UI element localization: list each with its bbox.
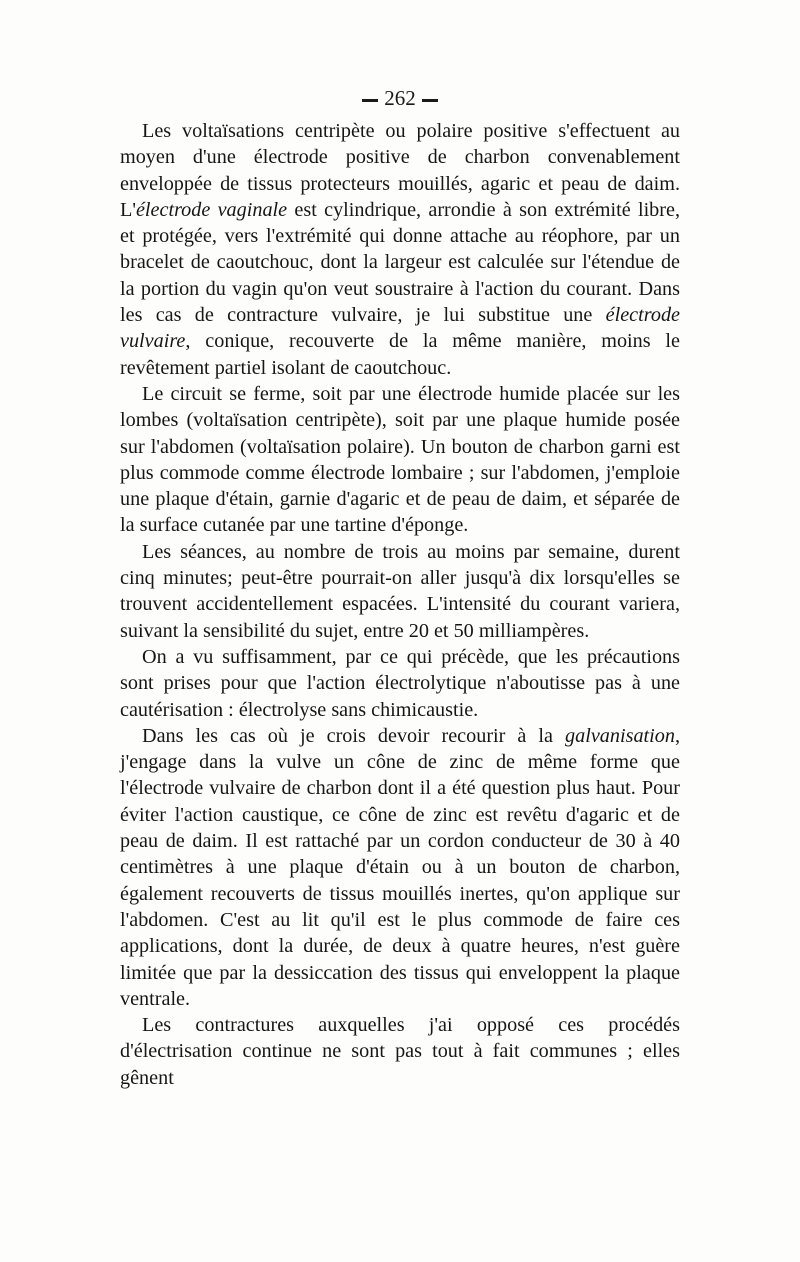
paragraph-2: Le circuit se ferme, soit par une électrode humide placée sur les lombes (voltaïsation centripète), soit par une plaque humide posée sur l'abdomen (voltaïsation polaire). Un bouton de charbon garni est plus commode comme électrode lombaire ; sur l'abdomen, j'emploie une plaque d'étain, garnie d'agaric et de peau de daim, et séparée de la surface cutanée par une tartine d'éponge. [120, 382, 680, 537]
term-galvanisation: galvanisation [565, 724, 675, 747]
term-electrode-vulvaire: électrode vulvaire [120, 304, 680, 353]
paragraph-6: Les contractures auxquelles j'ai opposé ces procédés d'électrisation continue ne sont pas tout à fait communes ; elles gênent [120, 1014, 680, 1089]
paragraph-1-text-c: , conique, recouverte de la même manière, moins le revêtement partiel isolant de caoutchouc. [120, 330, 680, 379]
page-number: 262 [384, 86, 416, 110]
paragraph-3: Les séances, au nombre de trois au moins par semaine, durent cinq minutes; peut-être pourrait-on aller jusqu'à dix lorsqu'elles se trouvent accidentellement espacées. L'intensité du courant variera, suivant la sensibilité du sujet, entre 20 et 50 milliampères. [120, 540, 680, 642]
paragraph-4: On a vu suffisamment, par ce qui précède, que les précautions sont prises pour que l'action électrolytique n'aboutisse pas à une cautérisation : électrolyse sans chimicaustie. [120, 645, 680, 721]
paragraph-5-text-b: , j'engage dans la vulve un cône de zinc de même forme que l'électrode vulvaire de charbon dont il a été question plus haut. Pour éviter l'action caustique, ce cône de zinc est revêtu d'agaric et de peau de daim. Il est rattaché par un cordon conducteur de 30 à 40 centimètres à une plaque d'étain ou à un bouton de charbon, également recouverts de tissus mouillés inertes, qu'on applique sur l'abdomen. C'est au lit qu'il est le plus commode de faire ces applications, dont la durée, de deux à quatre heures, n'est guère limitée que par la dessiccation des tissus qui enveloppent la plaque ventrale. [120, 724, 680, 1010]
paragraph-5-text-a: Dans les cas où je crois devoir recourir à la [142, 724, 566, 747]
header-right-dash [422, 99, 438, 102]
paragraph-5 [120, 723, 680, 1012]
paragraph-1-text-a: Les voltaïsations centripète ou polaire positive s'effectuent au moyen d'une électrode positive de charbon convenablement enveloppée de tissus protecteurs mouillés, agaric et peau de daim. L' [120, 120, 680, 221]
body-text [120, 118, 680, 1091]
page-header [0, 86, 800, 111]
term-electrode-vaginale: électrode vaginale [135, 198, 288, 221]
paragraph-1-text-b: est cylindrique, arrondie à son extrémité libre, et protégée, vers l'extrémité qui donne attache au réophore, par un bracelet de caoutchouc, dont la largeur est calculée sur l'étendue de la portion du vagin qu'on veut soustraire à l'action du courant. Dans les cas de contracture vulvaire, je lui substitue une [120, 198, 681, 327]
paragraph-1 [120, 118, 680, 381]
header-left-dash [362, 99, 378, 102]
